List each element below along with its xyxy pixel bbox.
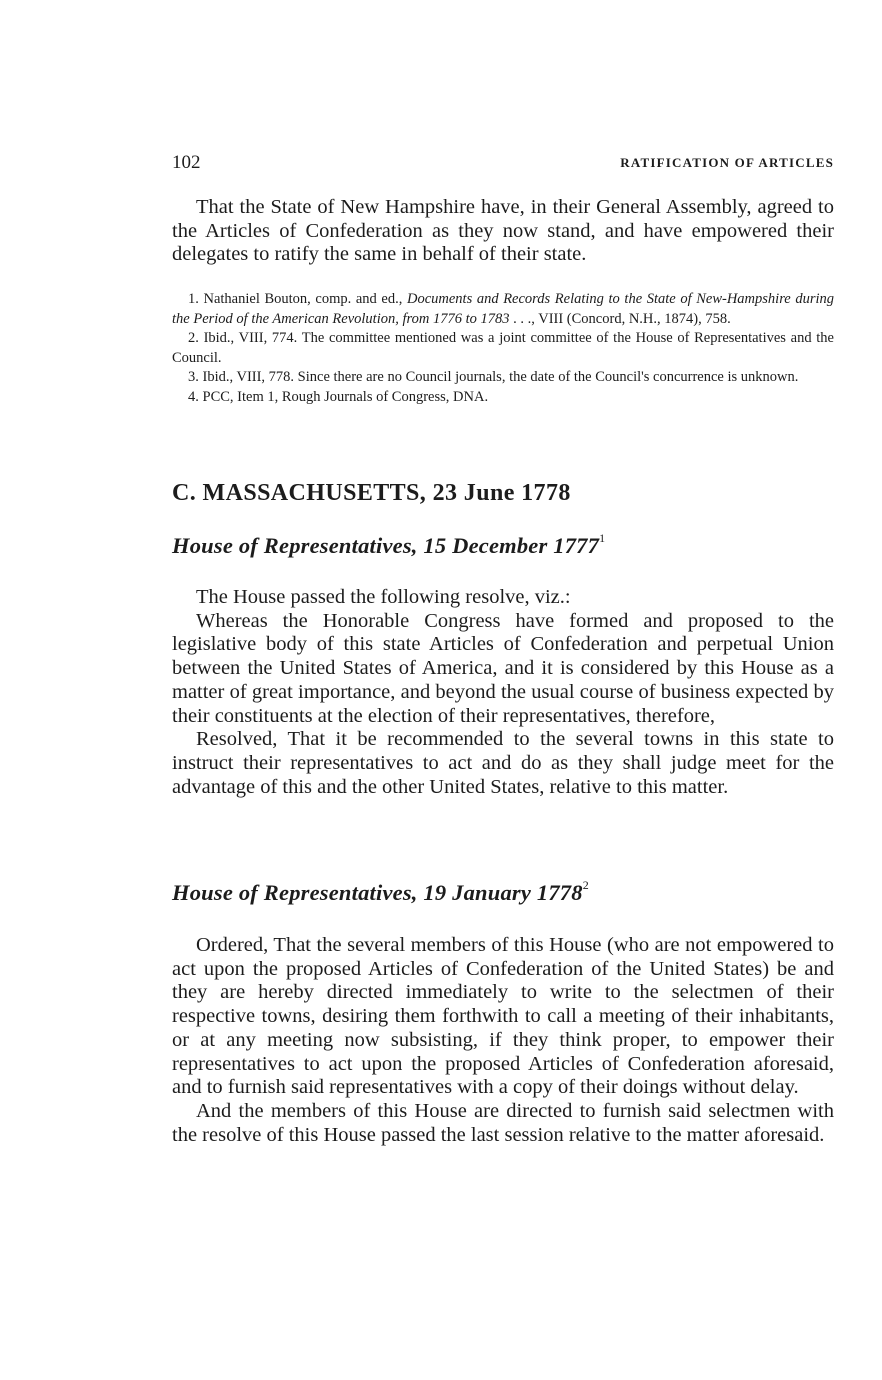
footnote-1-rest: . . ., VIII (Concord, N.H., 1874), 758. bbox=[513, 310, 731, 327]
footnote-1-number: 1. bbox=[188, 291, 199, 307]
footnote-3: 3. Ibid., VIII, 778. Since there are no Council journals, the date of the Council's concurrence is unknown. bbox=[188, 369, 799, 386]
footnote-1 bbox=[172, 290, 834, 329]
entry-1-body bbox=[172, 586, 834, 799]
entry-2-body bbox=[172, 934, 834, 1147]
entry-1-paragraph: Whereas the Honorable Congress have formed and proposed to the legislative body of this state Articles of Confederation and perpetual Union between the United States of America, and it is considered by this House as a matter of great importance, and beyond the usual course of business expected by their constituents at the election of their representatives, therefore, bbox=[172, 609, 834, 727]
entry-2-note-ref: 2 bbox=[582, 878, 589, 892]
footnote-2: 2. Ibid., VIII, 774. The committee mentioned was a joint committee of the House of Representatives and the Council. bbox=[172, 330, 834, 366]
page-number: 102 bbox=[172, 152, 201, 173]
opening-text bbox=[172, 196, 834, 267]
footnote-4: 4. PCC, Item 1, Rough Journals of Congress, DNA. bbox=[188, 388, 489, 405]
entry-1-paragraph: The House passed the following resolve, viz.: bbox=[196, 586, 571, 608]
entry-2-heading-text: House of Representatives, 19 January 1778 bbox=[172, 880, 583, 905]
running-head bbox=[172, 152, 834, 176]
section-heading: C. MASSACHUSETTS, 23 June 1778 bbox=[172, 480, 571, 506]
entry-2-paragraph: Ordered, That the several members of this House (who are not empowered to act upon the proposed Articles of Confederation of the United States) be and they are hereby directed immediately to write to the selectmen of their respective towns, desiring them forthwith to call a meeting of their inhabitants, or at any meeting now subsisting, if they think proper, to empower their representatives to act upon the proposed Articles of Confederation aforesaid, and to furnish said representatives with a copy of their doings without delay. bbox=[172, 934, 834, 1099]
footnote-1-title: Documents and Records Relating to the State of New-Hampshire during the Period of the American Revolution, from 1776 to 1783 bbox=[172, 291, 835, 327]
entry-2-paragraph: And the members of this House are directed to furnish said selectmen with the resolve of this House passed the last session relative to the matter aforesaid. bbox=[172, 1099, 834, 1146]
entry-2-heading bbox=[172, 880, 589, 906]
footnotes bbox=[172, 290, 834, 408]
entry-1-paragraph: Resolved, That it be recommended to the several towns in this state to instruct their representatives to act and do as they shall judge meet for the advantage of this and the other United States, relative to this matter. bbox=[172, 728, 834, 798]
entry-1-heading bbox=[172, 533, 605, 559]
footnote-1-author: Nathaniel Bouton, comp. and ed., bbox=[203, 291, 403, 307]
opening-paragraph: That the State of New Hampshire have, in their General Assembly, agreed to the Articles of Confederation as they now stand, and have empowered their delegates to ratify the same in behalf of their state. bbox=[172, 196, 834, 266]
entry-1-heading-text: House of Representatives, 15 December 1777 bbox=[172, 533, 600, 558]
running-title: RATIFICATION OF ARTICLES bbox=[620, 155, 834, 170]
entry-1-note-ref: 1 bbox=[599, 531, 606, 545]
